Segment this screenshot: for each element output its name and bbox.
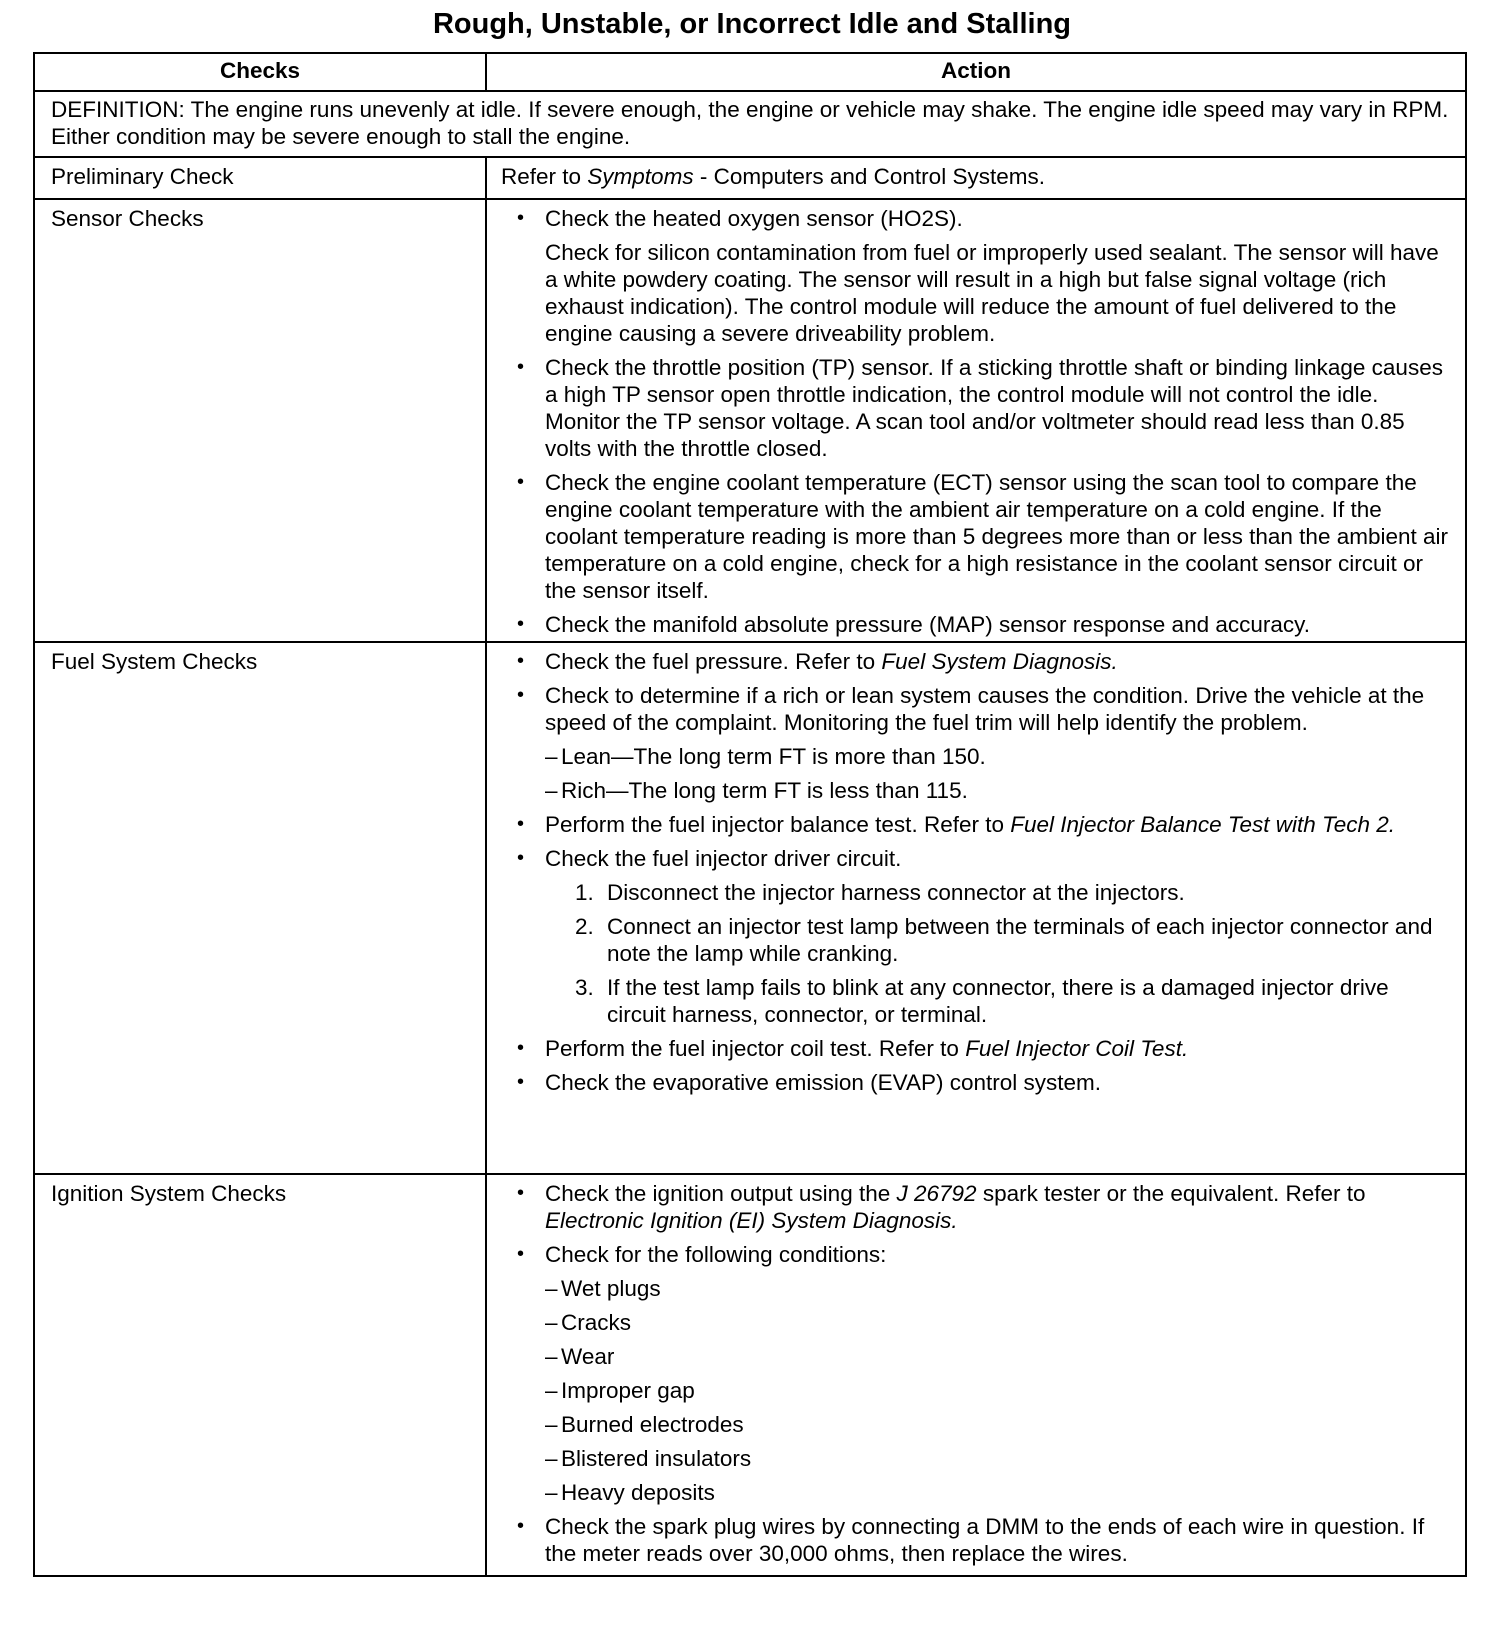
numbered-step [501,974,1451,1028]
definition-row: DEFINITION: The engine runs unevenly at idle. If severe enough, the engine or vehicle may shake. The engine idle speed may vary in RPM. Either condition may be severe enough to stall the engine. [35,92,1465,158]
action-ref: Symptoms [587,164,694,189]
table-row-preliminary [35,158,1465,200]
table-header-row [35,54,1465,92]
dash-item [501,1275,1451,1302]
dash-item [501,1343,1451,1370]
bullet-text: Check to determine if a rich or lean system causes the condition. Drive the vehicle at the speed of the complaint. Monitoring the fuel trim will help identify the problem. [545,683,1425,735]
dash-marker: – [545,1276,558,1301]
diagnostic-table [33,52,1467,1577]
bullet-ref: Electronic Ignition (EI) System Diagnosis. [545,1208,958,1233]
bullet-text: Check the heated oxygen sensor (HO2S). [545,206,963,231]
dash-marker: – [545,1480,558,1505]
bullet-marker: • [517,847,525,869]
bullet-ref: Fuel System Diagnosis. [881,649,1118,674]
bullet-text: Perform the fuel injector coil test. Refer to [545,1036,966,1061]
condition-text: Cracks [561,1310,632,1335]
dash-marker: – [545,1344,558,1369]
tool-ref: J 26792 [896,1181,977,1206]
action-cell [487,1175,1465,1575]
dash-text: Lean—The long term FT is more than 150. [561,744,986,769]
step-text: Disconnect the injector harness connector at the injectors. [607,880,1185,905]
step-text: Connect an injector test lamp between the terminals of each injector connector and note the lamp while cranking. [607,914,1433,966]
bullet-text: spark tester or the equivalent. Refer to [976,1181,1366,1206]
bullet-text: Check the engine coolant temperature (ECT) sensor using the scan tool to compare the engine coolant temperature with the ambient air temperature on a cold engine. If the coolant temperature reading is more than 5 degrees more than or less than the ambient air temperature on a cold engine, check for a high resistance in the coolant sensor circuit or the sensor itself. [545,470,1449,603]
bullet-text: Check the evaporative emission (EVAP) control system. [545,1070,1102,1095]
dash-item [501,1377,1451,1404]
bullet-text: Check the throttle position (TP) sensor. If a sticking throttle shaft or binding linkage causes a high TP sensor open throttle indication, the control module will not control the idle. Monitor the TP sensor voltage. A scan tool and/or voltmeter should read less than 0.85 volts with the throttle closed. [545,355,1443,461]
condition-text: Improper gap [561,1378,695,1403]
table-row-fuel [35,643,1465,1175]
header-action: Action [941,58,1011,83]
bullet-marker: • [517,1182,525,1204]
dash-item [501,1479,1451,1506]
dash-marker: – [545,1412,558,1437]
bullet-item [501,1069,1451,1096]
bullet-item [501,1035,1451,1062]
dash-marker: – [545,744,558,769]
bullet-detail: Check for silicon contamination from fuel or improperly used sealant. The sensor will have a white powdery coating. The sensor will result in a high but false signal voltage (rich exhaust indication). The control module will reduce the amount of fuel delivered to the engine causing a severe driveability problem. [545,240,1439,346]
dash-item [501,1445,1451,1472]
bullet-text: Perform the fuel injector balance test. Refer to [545,812,1011,837]
condition-text: Blistered insulators [561,1446,752,1471]
bullet-item [501,469,1451,604]
check-label: Preliminary Check [35,158,487,198]
bullet-marker: • [517,650,525,672]
dash-marker: – [545,1446,558,1471]
condition-text: Wear [561,1344,615,1369]
dash-marker: – [545,778,558,803]
dash-marker: – [545,1310,558,1335]
step-number: 3. [575,975,594,1000]
action-text: Refer to [501,164,588,189]
step-text: If the test lamp fails to blink at any connector, there is a damaged injector drive circuit harness, connector, or terminal. [607,975,1389,1027]
bullet-marker: • [517,613,525,635]
bullet-item [501,354,1451,462]
dash-text: Rich—The long term FT is less than 115. [561,778,968,803]
condition-text: Wet plugs [561,1276,661,1301]
bullet-marker: • [517,813,525,835]
action-cell [487,643,1465,1173]
dash-item [501,777,1451,804]
bullet-text: Check for the following conditions: [545,1242,887,1267]
dash-marker: – [545,1378,558,1403]
bullet-marker: • [517,471,525,493]
bullet-item [501,1180,1451,1234]
action-cell [487,158,1465,198]
bullet-item [501,1241,1451,1268]
bullet-text: Check the fuel injector driver circuit. [545,846,902,871]
bullet-marker: • [517,684,525,706]
bullet-marker: • [517,1515,525,1537]
bullet-text: Check the ignition output using the [545,1181,897,1206]
bullet-marker: • [517,1071,525,1093]
bullet-item [501,811,1451,838]
condition-text: Burned electrodes [561,1412,744,1437]
bullet-marker: • [517,356,525,378]
step-number: 2. [575,914,594,939]
header-checks: Checks [35,54,487,90]
bullet-text: Check the fuel pressure. Refer to [545,649,882,674]
table-row-sensor [35,200,1465,643]
action-text: - Computers and Control Systems. [693,164,1045,189]
bullet-item [501,845,1451,872]
check-label: Ignition System Checks [35,1175,487,1575]
bullet-text: Check the manifold absolute pressure (MAP) sensor response and accuracy. [545,612,1310,637]
bullet-item [501,1513,1451,1567]
bullet-text: Check the spark plug wires by connecting a DMM to the ends of each wire in question. If the meter reads over 30,000 ohms, then replace the wires. [545,1514,1425,1566]
page-title: Rough, Unstable, or Incorrect Idle and Stalling [432,8,1072,40]
numbered-step [501,879,1451,906]
bullet-marker: • [517,1243,525,1265]
bullet-item [501,648,1451,675]
bullet-item [501,205,1451,232]
bullet-item [501,682,1451,736]
condition-text: Heavy deposits [561,1480,715,1505]
check-label: Fuel System Checks [35,643,487,1173]
dash-item [501,1411,1451,1438]
check-label: Sensor Checks [35,200,487,641]
bullet-ref: Fuel Injector Balance Test with Tech 2. [1010,812,1396,837]
bullet-marker: • [517,1037,525,1059]
step-number: 1. [575,880,594,905]
bullet-marker: • [517,207,525,229]
numbered-step [501,913,1451,967]
bullet-item [501,611,1451,638]
bullet-ref: Fuel Injector Coil Test. [965,1036,1189,1061]
dash-item [501,743,1451,770]
table-row-ignition [35,1175,1465,1575]
action-cell [487,200,1465,641]
dash-item [501,1309,1451,1336]
